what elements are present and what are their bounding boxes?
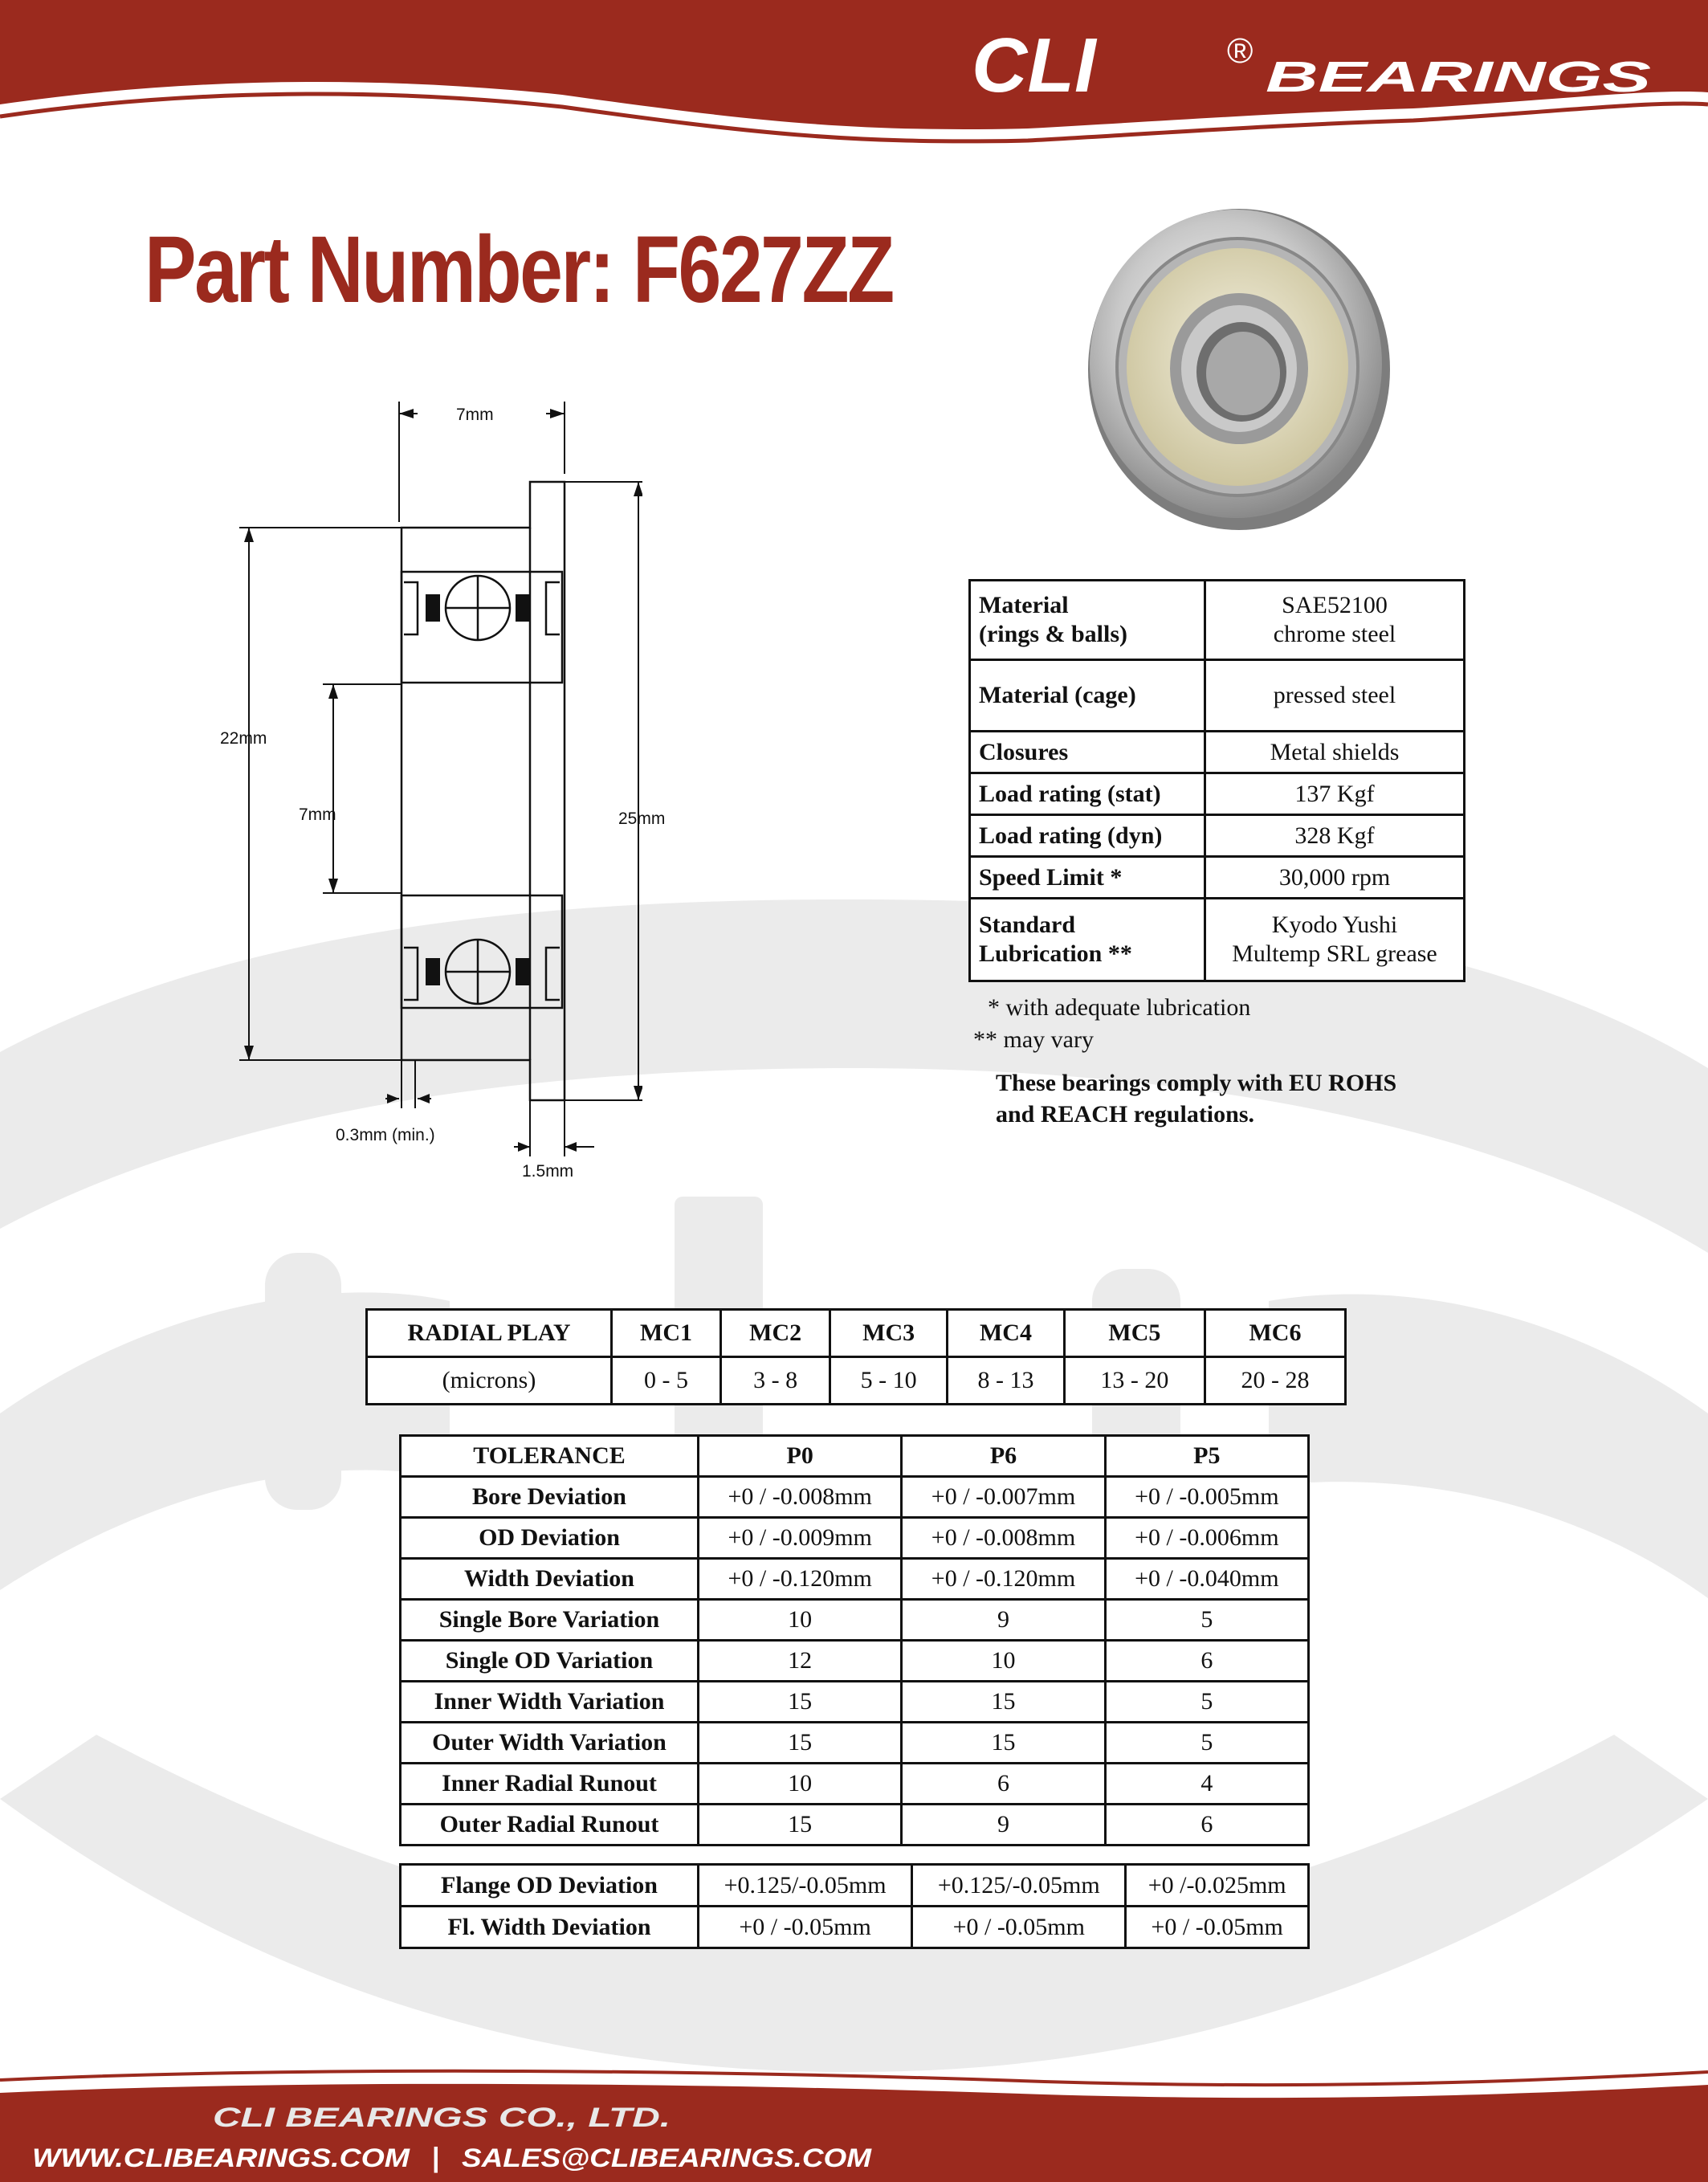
tolerance-grade: P6 [902, 1436, 1105, 1477]
logo-text: CLI [972, 22, 1096, 103]
spec-row [970, 581, 1465, 660]
spec-value: 30,000 rpm [1205, 857, 1465, 899]
tolerance-label: OD Deviation [401, 1518, 699, 1559]
flange-value: +0.125/-0.05mm [699, 1865, 912, 1907]
flange-value: +0 / -0.05mm [699, 1907, 912, 1948]
tolerance-value: 10 [902, 1641, 1105, 1682]
tolerance-label: Single OD Variation [401, 1641, 699, 1682]
flange-value: +0.125/-0.05mm [912, 1865, 1126, 1907]
radial-play-header: RADIAL PLAY [367, 1310, 612, 1357]
tolerance-value: +0 / -0.120mm [699, 1559, 902, 1600]
bearing-drawing [193, 385, 642, 1197]
dim-chamfer-label: 0.3mm (min.) [336, 1126, 435, 1144]
flange-value: +0 / -0.05mm [1126, 1907, 1309, 1948]
flange-label: Flange OD Deviation [401, 1865, 699, 1907]
spec-table [968, 579, 1465, 982]
flange-row [401, 1865, 1309, 1907]
tolerance-label: Inner Radial Runout [401, 1764, 699, 1805]
tolerance-grade: P5 [1105, 1436, 1308, 1477]
spec-value: 328 Kgf [1205, 815, 1465, 857]
tolerance-label: Width Deviation [401, 1559, 699, 1600]
footer [0, 2096, 1708, 2176]
tolerance-value: +0 / -0.005mm [1105, 1477, 1308, 1518]
tolerance-row [401, 1723, 1309, 1764]
spec-label: Material (rings & balls) [970, 581, 1205, 660]
tolerance-grade: P0 [699, 1436, 902, 1477]
spec-row [970, 660, 1465, 732]
dim-bore-label: 7mm [299, 806, 336, 824]
spec-value: Kyodo Yushi Multemp SRL grease [1205, 899, 1465, 981]
radial-play-class: MC6 [1205, 1310, 1345, 1357]
tolerance-row [401, 1682, 1309, 1723]
spec-row [970, 899, 1465, 981]
tolerance-value: 5 [1105, 1723, 1308, 1764]
radial-play-class: MC2 [721, 1310, 830, 1357]
spec-value: 137 Kgf [1205, 773, 1465, 815]
tolerance-value: 6 [902, 1764, 1105, 1805]
flange-tolerance-table [399, 1863, 1310, 1949]
compliance-line-2: and REACH regulations. [996, 1101, 1255, 1128]
tolerance-label: Single Bore Variation [401, 1600, 699, 1641]
flange-label: Fl. Width Deviation [401, 1907, 699, 1948]
spec-label: Load rating (stat) [970, 773, 1205, 815]
tolerance-label: Outer Radial Runout [401, 1805, 699, 1846]
tolerance-header: TOLERANCE [401, 1436, 699, 1477]
tolerance-value: 15 [699, 1805, 902, 1846]
tolerance-value: 5 [1105, 1682, 1308, 1723]
bearing-photo [1078, 197, 1393, 534]
spec-label: Standard Lubrication ** [970, 899, 1205, 981]
tolerance-value: +0 / -0.040mm [1105, 1559, 1308, 1600]
tolerance-value: 15 [902, 1682, 1105, 1723]
tolerance-value: 10 [699, 1764, 902, 1805]
tolerance-label: Bore Deviation [401, 1477, 699, 1518]
radial-play-value: 8 - 13 [948, 1357, 1065, 1405]
spec-value: SAE52100 chrome steel [1205, 581, 1465, 660]
radial-play-value: 13 - 20 [1064, 1357, 1205, 1405]
tolerance-row [401, 1477, 1309, 1518]
spec-row [970, 857, 1465, 899]
tolerance-row [401, 1518, 1309, 1559]
footer-website-link[interactable]: WWW.CLIBEARINGS.COM [32, 2143, 411, 2172]
footnote-may-vary: ** may vary [973, 1026, 1094, 1053]
tolerance-table [399, 1434, 1310, 1846]
spec-label: Load rating (dyn) [970, 815, 1205, 857]
footer-email-link[interactable]: SALES@CLIBEARINGS.COM [462, 2143, 873, 2172]
tolerance-label: Inner Width Variation [401, 1682, 699, 1723]
radial-play-class: MC1 [612, 1310, 721, 1357]
brand-logo [972, 22, 1670, 103]
tolerance-value: +0 / -0.120mm [902, 1559, 1105, 1600]
spec-row [970, 773, 1465, 815]
tolerance-row [401, 1559, 1309, 1600]
tolerance-label: Outer Width Variation [401, 1723, 699, 1764]
tolerance-row [401, 1805, 1309, 1846]
tolerance-header-row [401, 1436, 1309, 1477]
tolerance-value: 6 [1105, 1805, 1308, 1846]
dim-outer-diameter-label: 22mm [220, 729, 267, 748]
flange-row [401, 1907, 1309, 1948]
footer-line [0, 2071, 1708, 2085]
tolerance-value: +0 / -0.007mm [902, 1477, 1105, 1518]
tolerance-value: 9 [902, 1805, 1105, 1846]
flange-value: +0 / -0.05mm [912, 1907, 1126, 1948]
tolerance-value: 15 [699, 1682, 902, 1723]
radial-play-class: MC3 [830, 1310, 948, 1357]
tolerance-value: +0 / -0.008mm [902, 1518, 1105, 1559]
radial-play-value: 3 - 8 [721, 1357, 830, 1405]
tolerance-value: 15 [902, 1723, 1105, 1764]
tolerance-value: +0 / -0.009mm [699, 1518, 902, 1559]
registered-mark: ® [1227, 31, 1253, 71]
tolerance-row [401, 1641, 1309, 1682]
tolerance-value: +0 / -0.006mm [1105, 1518, 1308, 1559]
footer-company: CLI BEARINGS CO., LTD. [213, 2102, 671, 2133]
flange-value: +0 /-0.025mm [1126, 1865, 1309, 1907]
radial-play-value: 0 - 5 [612, 1357, 721, 1405]
tolerance-value: 10 [699, 1600, 902, 1641]
footnote-lubrication: * with adequate lubrication [988, 994, 1251, 1021]
spec-label: Speed Limit * [970, 857, 1205, 899]
dim-flange-diameter-label: 25mm [618, 810, 666, 828]
spec-value: pressed steel [1205, 660, 1465, 732]
logo-suffix: BEARINGS [1266, 53, 1651, 101]
footer-separator: | [432, 2143, 440, 2173]
radial-play-value: 5 - 10 [830, 1357, 948, 1405]
radial-play-values-row [367, 1357, 1346, 1405]
tolerance-value: 5 [1105, 1600, 1308, 1641]
spec-label: Closures [970, 732, 1205, 773]
tolerance-value: 15 [699, 1723, 902, 1764]
tolerance-value: 12 [699, 1641, 902, 1682]
spec-row [970, 732, 1465, 773]
radial-play-value: 20 - 28 [1205, 1357, 1345, 1405]
dim-flange-width-label: 1.5mm [522, 1162, 574, 1181]
dim-width-label: 7mm [456, 406, 494, 424]
tolerance-value: 9 [902, 1600, 1105, 1641]
radial-play-header-row [367, 1310, 1346, 1357]
spec-label: Material (cage) [970, 660, 1205, 732]
tolerance-row [401, 1600, 1309, 1641]
radial-play-table [365, 1308, 1347, 1405]
radial-play-class: MC4 [948, 1310, 1065, 1357]
tolerance-value: 4 [1105, 1764, 1308, 1805]
compliance-line-1: These bearings comply with EU ROHS [996, 1070, 1397, 1096]
tolerance-value: 6 [1105, 1641, 1308, 1682]
page-title: Part Number: F627ZZ [145, 217, 893, 323]
tolerance-row [401, 1764, 1309, 1805]
radial-play-unit: (microns) [367, 1357, 612, 1405]
spec-row [970, 815, 1465, 857]
radial-play-class: MC5 [1064, 1310, 1205, 1357]
spec-value: Metal shields [1205, 732, 1465, 773]
tolerance-value: +0 / -0.008mm [699, 1477, 902, 1518]
